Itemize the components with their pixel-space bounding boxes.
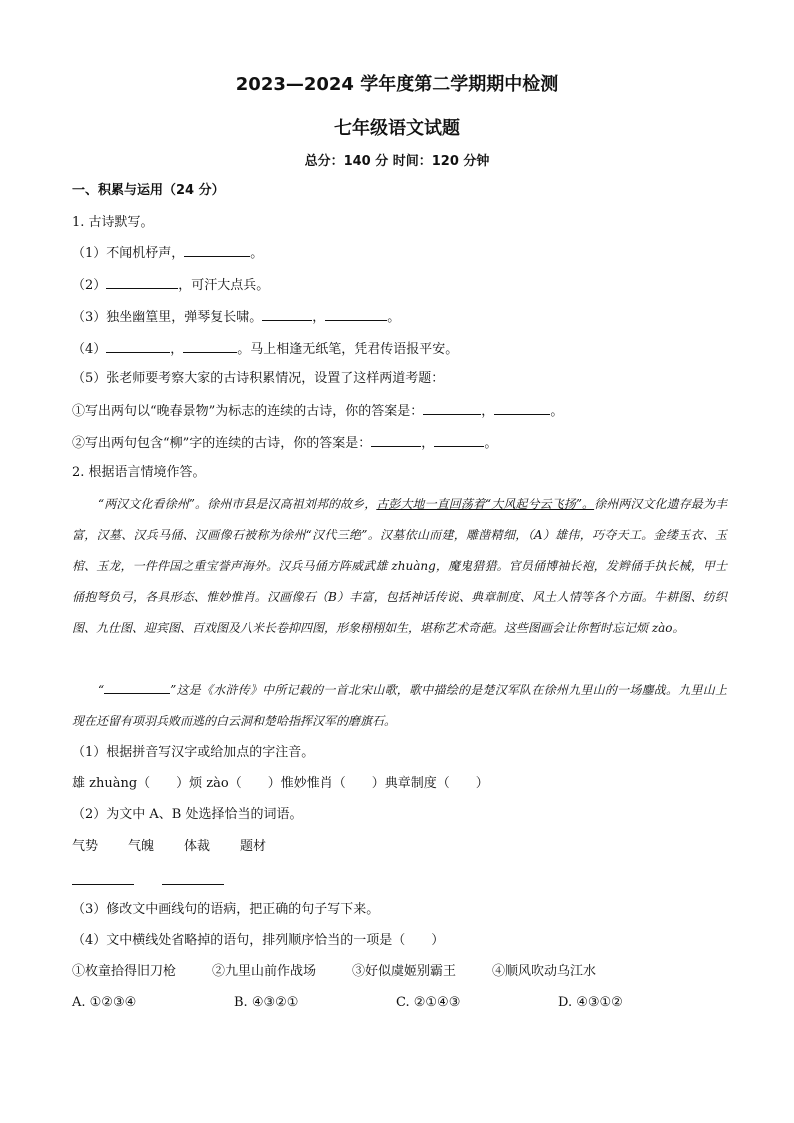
page-subtitle: 七年级语文试题 <box>334 118 460 139</box>
question-1-line-7 <box>72 434 497 453</box>
word-choice: 体裁 <box>184 839 211 854</box>
answer-blank[interactable] <box>494 402 550 415</box>
sub-question-4: （4）文中横线处省略掉的语句，排列顺序恰当的一项是（ ） <box>72 933 445 948</box>
verse-items <box>72 963 596 981</box>
answer-options <box>72 994 623 1012</box>
text: （3）独坐幽篁里，弹琴复长啸。 <box>72 310 263 325</box>
option-d[interactable]: D. ④③①② <box>558 995 623 1010</box>
text: “两汉文化看徐州”。徐州市县是汉高祖刘邦的故乡， <box>98 497 377 511</box>
reading-paragraph-1 <box>72 489 727 644</box>
option-a[interactable]: A. ①②③④ <box>72 995 137 1010</box>
answer-blank-a[interactable] <box>72 872 134 885</box>
answer-blank[interactable] <box>262 308 312 321</box>
answer-blank-b[interactable] <box>162 872 224 885</box>
text: ， <box>312 310 326 325</box>
reading-paragraph-2 <box>72 675 727 737</box>
text: ①写出两句以“晚春景物”为标志的连续的古诗，你的答案是： <box>72 404 424 419</box>
text: （4） <box>72 342 107 357</box>
text: ， <box>481 404 495 419</box>
sub-question-3: （3）修改文中画线句的语病，把正确的句子写下来。 <box>72 902 380 917</box>
section-heading: 一、积累与运用（24 分） <box>72 183 225 198</box>
question-1-line-1 <box>72 244 263 263</box>
question-1-line-6 <box>72 402 563 421</box>
answer-blank[interactable] <box>325 308 387 321</box>
answer-blank[interactable] <box>423 402 481 415</box>
word-choice: 气魄 <box>128 839 155 854</box>
answer-lines <box>72 872 224 891</box>
sub-question-1: （1）根据拼音写汉字或给加点的字注音。 <box>72 745 315 760</box>
text: 。 <box>387 310 401 325</box>
text: （1）不闻机杼声， <box>72 246 185 261</box>
underlined-sentence: 古彭大地一直回荡着“大风起兮云飞扬”。 <box>376 497 595 511</box>
text: ， <box>170 342 184 357</box>
text: 。 <box>550 404 564 419</box>
text: 。马上相逢无纸笔，凭君传语报平安。 <box>237 342 459 357</box>
answer-blank[interactable] <box>434 434 484 447</box>
answer-blank[interactable] <box>183 340 237 353</box>
verse-item: ④顺风吹动乌江水 <box>492 964 597 979</box>
question-1-line-4 <box>72 340 458 359</box>
question-1-line-3 <box>72 308 400 327</box>
word-choices <box>72 838 266 856</box>
word-choice: 气势 <box>72 839 99 854</box>
page-title: 2023—2024 学年度第二学期期中检测 <box>235 74 559 95</box>
sub-question-2: （2）为文中 A、B 处选择恰当的词语。 <box>72 807 303 822</box>
text: ②写出两句包含“柳”字的连续的古诗，你的答案是： <box>72 436 372 451</box>
verse-item: ③好似虞姬别霸王 <box>352 964 457 979</box>
sub-question-1-items: 雄 zhuàng（ ）烦 zào（ ）惟妙惟肖（ ）典章制度（ ） <box>72 776 489 791</box>
text: 。 <box>250 246 264 261</box>
question-1-line-2 <box>72 276 269 295</box>
answer-blank[interactable] <box>106 276 178 289</box>
answer-blank[interactable] <box>104 681 170 694</box>
text: 。 <box>484 436 498 451</box>
question-1-line-5: （5）张老师要考察大家的古诗积累情况，设置了这样两道考题： <box>72 371 445 386</box>
text: ”这是《水浒传》中所记载的一首北宋山歌，歌中描绘的是楚汉军队在徐州九里山的一场鏖战。九里山上现在还留有项羽兵败而逃的白云洞和楚哈指挥汉军的磨旗石。 <box>72 683 727 728</box>
text: ， <box>421 436 435 451</box>
option-c[interactable]: C. ②①④③ <box>396 995 461 1010</box>
question-2-stem: 2. 根据语言情境作答。 <box>72 465 206 480</box>
exam-info: 总分：140 分 时间：120 分钟 <box>304 154 490 169</box>
question-1-stem: 1. 古诗默写。 <box>72 215 154 230</box>
text: 徐州两汉文化遗存最为丰富，汉墓、汉兵马俑、汉画像石被称为徐州“汉代三绝”。汉墓依山而建，雕凿精细，（A）雄伟，巧夺天工。金缕玉衣、玉棺、玉龙，一件件国之重宝誉声海外。汉兵马俑方阵威武雄 zhuàng，魔鬼猎猎。官员俑博袖长袍，发辫俑手执长械，甲士俑抱弩负弓，各具形态、惟妙惟肖。汉画像石（B）丰富，包括神话传说、典章制度、风土人情等各个方面。牛耕图、纺织图、九仕图、迎宾图、百戏图及八米长卷抑四图，形象栩栩如生，堪称艺术奇葩。这些图画会让你暂时忘记烦 zào。 <box>72 497 727 635</box>
verse-item: ②九里山前作战场 <box>212 964 317 979</box>
text: （2） <box>72 278 107 293</box>
answer-blank[interactable] <box>106 340 170 353</box>
text: “ <box>98 683 105 697</box>
text: ，可汗大点兵。 <box>178 278 270 293</box>
word-choice: 题材 <box>240 839 267 854</box>
verse-item: ①枚童拾得旧刀枪 <box>72 964 177 979</box>
answer-blank[interactable] <box>184 244 250 257</box>
answer-blank[interactable] <box>371 434 421 447</box>
option-b[interactable]: B. ④③②① <box>234 995 299 1010</box>
